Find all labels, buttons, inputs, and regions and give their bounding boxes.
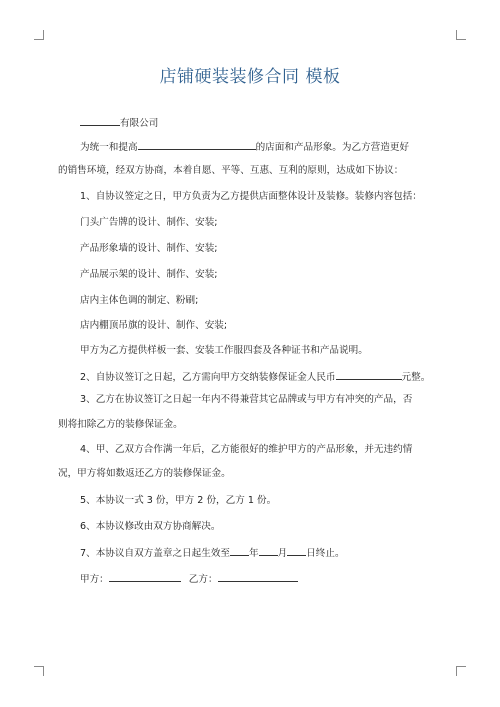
party-a-signature-blank[interactable] (109, 571, 181, 582)
list-item: 店内主体色调的制定、粉刷; (80, 295, 199, 306)
party-a-label: 甲方： (80, 574, 109, 585)
signature-line (80, 571, 298, 587)
clause-7-text: 7、本协议自双方盖章之日起生效至 (80, 548, 231, 559)
clause-2-text: 2、自协议签订之日起，乙方需向甲方交纳装修保证金人民币 (80, 372, 336, 383)
clause-3-line-1: 3、乙方在协议签订之日起一年内不得兼营其它品牌或与甲方有冲突的产品，否 (80, 394, 413, 405)
crop-mark-top-left (34, 30, 44, 40)
day-label: 日终止。 (306, 548, 345, 559)
list-item: 产品形象墙的设计、制作、安装; (80, 243, 218, 254)
month-label: 月 (277, 548, 288, 559)
company-name-blank[interactable] (80, 115, 120, 126)
clause-6: 6、本协议修改由双方协商解决。 (80, 521, 221, 532)
crop-mark-bottom-left (34, 666, 44, 676)
end-year-blank[interactable] (230, 545, 249, 556)
list-item: 门头广告牌的设计、制作、安装; (80, 217, 218, 228)
clause-1: 1、自协议签定之日，甲方负责为乙方提供店面整体设计及装修。装修内容包括： (80, 191, 422, 202)
deposit-amount-blank[interactable] (336, 369, 402, 380)
intro-text-b: 的店面和产品形象。为乙方营造更好 (255, 142, 410, 153)
party-b-label: 乙方： (188, 574, 218, 585)
brand-name-blank[interactable] (138, 139, 256, 150)
clause-1-note: 甲方为乙方提供样板一套、安装工作服四套及各种证书和产品说明。 (80, 345, 368, 356)
intro-line-1 (80, 139, 409, 155)
crop-mark-bottom-right (456, 666, 466, 676)
list-item: 店内棚顶吊旗的设计、制作、安装; (80, 320, 228, 331)
intro-text-a: 为统一和提高 (80, 142, 138, 153)
clause-4-line-1: 4、甲、乙双方合作满一年后，乙方能很好的维护甲方的产品形象，并无违约情 (80, 444, 413, 455)
intro-line-2: 的销售环境，经双方协商，本着自愿、平等、互惠、互利的原则，达成如下协议： (58, 165, 404, 176)
document-title: 店铺硬装装修合同 模板 (159, 67, 341, 87)
year-label: 年 (249, 548, 259, 559)
clause-2 (80, 369, 430, 385)
end-month-blank[interactable] (259, 545, 278, 556)
list-item: 产品展示架的设计、制作、安装; (80, 269, 218, 280)
clause-7 (80, 545, 345, 561)
party-b-signature-blank[interactable] (218, 571, 298, 582)
clause-5: 5、本协议一式 3 份，甲方 2 份，乙方 1 份。 (80, 495, 277, 506)
addressee-suffix: 有限公司 (120, 118, 159, 129)
clause-2-suffix: 元整。 (401, 372, 431, 383)
addressee-line (80, 115, 158, 131)
clause-4-line-2: 况，甲方将如数返还乙方的装修保证金。 (58, 468, 231, 479)
end-day-blank[interactable] (287, 545, 306, 556)
clause-3-line-2: 则将扣除乙方的装修保证金。 (58, 419, 183, 430)
crop-mark-top-right (456, 30, 466, 40)
